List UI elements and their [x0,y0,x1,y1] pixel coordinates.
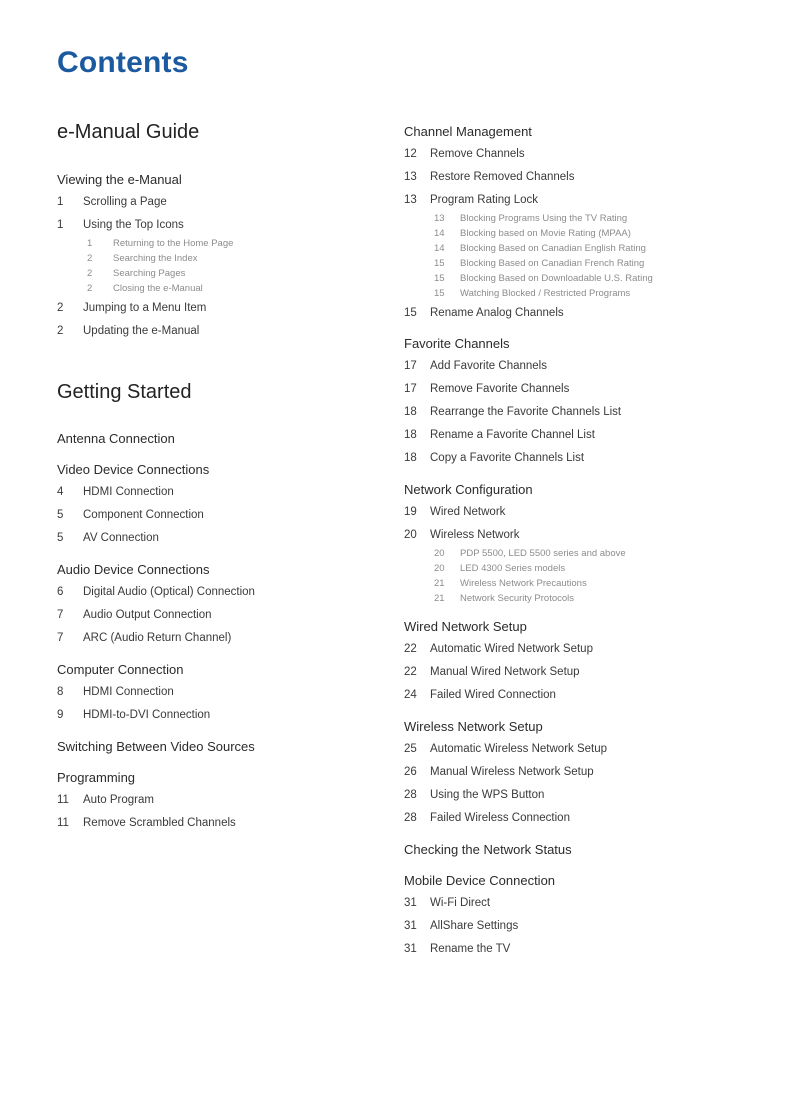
page-number: 31 [404,897,417,909]
entry-label: LED 4300 Series models [460,563,566,574]
section-heading[interactable]: Favorite Channels [404,336,510,351]
entry-label: Scrolling a Page [83,196,167,208]
page-number: 1 [57,196,64,208]
entry-label: Using the Top Icons [83,219,184,231]
page-number: 19 [404,506,417,518]
page-number: 28 [404,812,417,824]
page-number: 1 [57,219,64,231]
entry-label: Returning to the Home Page [113,238,234,249]
entry-label: Auto Program [83,794,154,806]
page-number: 13 [404,171,417,183]
section-heading[interactable]: Programming [57,770,136,785]
page-number: 1 [87,238,93,249]
entry-label: Remove Channels [430,148,525,160]
page-number: 22 [404,666,417,678]
page-number: 18 [404,429,417,441]
page-number: 22 [404,643,417,655]
section-heading[interactable]: Channel Management [404,124,532,139]
page-title: Contents [57,46,189,79]
entry-label: ARC (Audio Return Channel) [83,632,232,644]
page-number: 20 [434,563,445,574]
page-number: 31 [404,943,417,955]
entry-label: Manual Wireless Network Setup [430,766,594,778]
page-number: 2 [57,302,64,314]
entry-label: Rename Analog Channels [430,307,564,319]
entry-label: Remove Favorite Channels [430,383,570,395]
entry-label: Jumping to a Menu Item [83,302,207,314]
page-number: 14 [434,243,445,254]
entry-label: Updating the e-Manual [83,325,200,337]
section-heading[interactable]: Wireless Network Setup [404,719,543,734]
section-heading[interactable]: Switching Between Video Sources [57,739,255,754]
page-number: 6 [57,586,64,598]
page-number: 31 [404,920,417,932]
entry-label: Closing the e-Manual [113,283,203,294]
section-heading[interactable]: Video Device Connections [57,462,210,477]
chapter-heading: Getting Started [57,381,192,403]
entry-label: Rearrange the Favorite Channels List [430,406,622,418]
entry-label: Program Rating Lock [430,194,539,206]
page-number: 26 [404,766,417,778]
entry-label: Component Connection [83,509,204,521]
section-heading[interactable]: Wired Network Setup [404,619,527,634]
entry-label: HDMI-to-DVI Connection [83,709,211,721]
entry-label: Copy a Favorite Channels List [430,452,585,464]
page-number: 13 [434,213,445,224]
entry-label: AllShare Settings [430,920,519,932]
entry-label: Blocking Based on Canadian French Rating [460,258,645,269]
page-number: 15 [434,288,445,299]
entry-label: Watching Blocked / Restricted Programs [460,288,631,299]
page-number: 21 [434,578,445,589]
entry-label: Rename the TV [430,943,511,955]
page-number: 7 [57,632,64,644]
entry-label: Wireless Network Precautions [460,578,587,589]
entry-label: Audio Output Connection [83,609,212,621]
page-number: 17 [404,383,417,395]
entry-label: HDMI Connection [83,486,174,498]
page-number: 17 [404,360,417,372]
page-number: 5 [57,509,64,521]
entry-label: HDMI Connection [83,686,174,698]
page-number: 2 [57,325,64,337]
entry-label: Restore Removed Channels [430,171,575,183]
section-heading[interactable]: Viewing the e-Manual [57,172,182,187]
entry-label: Wireless Network [430,529,520,541]
section-heading[interactable]: Mobile Device Connection [404,873,556,888]
section-heading[interactable]: Computer Connection [57,662,184,677]
section-heading[interactable]: Antenna Connection [57,431,175,446]
chapter-heading: e-Manual Guide [57,121,200,143]
page-number: 2 [87,283,93,294]
entry-label: Blocking Based on Downloadable U.S. Rating [460,273,653,284]
entry-label: Wi-Fi Direct [430,897,491,909]
page-number: 5 [57,532,64,544]
page-number: 12 [404,148,417,160]
section-heading[interactable]: Checking the Network Status [404,842,572,857]
page-number: 20 [434,548,445,559]
page-number: 13 [404,194,417,206]
page-number: 15 [434,258,445,269]
entry-label: Failed Wired Connection [430,689,556,701]
page-number: 25 [404,743,417,755]
page-number: 18 [404,406,417,418]
entry-label: Searching the Index [113,253,198,264]
entry-label: Wired Network [430,506,506,518]
entry-label: Blocking Based on Canadian English Rating [460,243,646,254]
page-number: 9 [57,709,64,721]
entry-label: PDP 5500, LED 5500 series and above [460,548,626,559]
section-heading[interactable]: Network Configuration [404,482,533,497]
page-number: 21 [434,593,445,604]
page-number: 15 [434,273,445,284]
page-number: 20 [404,529,417,541]
entry-label: Digital Audio (Optical) Connection [83,586,255,598]
page-number: 14 [434,228,445,239]
page-number: 8 [57,686,64,698]
page-number: 15 [404,307,417,319]
entry-label: Add Favorite Channels [430,360,547,372]
page-number: 2 [87,268,93,279]
page-number: 4 [57,486,64,498]
entry-label: Rename a Favorite Channel List [430,429,595,441]
entry-label: Automatic Wireless Network Setup [430,743,608,755]
entry-label: Searching Pages [113,268,186,279]
entry-label: Blocking based on Movie Rating (MPAA) [460,228,631,239]
entry-label: Using the WPS Button [430,789,545,801]
entry-label: Network Security Protocols [460,593,575,604]
page-number: 7 [57,609,64,621]
page-number: 11 [57,817,69,829]
page-number: 11 [57,794,69,806]
page-number: 28 [404,789,417,801]
entry-label: Remove Scrambled Channels [83,817,236,829]
entry-label: AV Connection [83,532,159,544]
page-number: 2 [87,253,93,264]
entry-label: Automatic Wired Network Setup [430,643,593,655]
page-number: 18 [404,452,417,464]
entry-label: Manual Wired Network Setup [430,666,580,678]
entry-label: Blocking Programs Using the TV Rating [460,213,628,224]
entry-label: Failed Wireless Connection [430,812,570,824]
section-heading[interactable]: Audio Device Connections [57,562,210,577]
page-number: 24 [404,689,417,701]
